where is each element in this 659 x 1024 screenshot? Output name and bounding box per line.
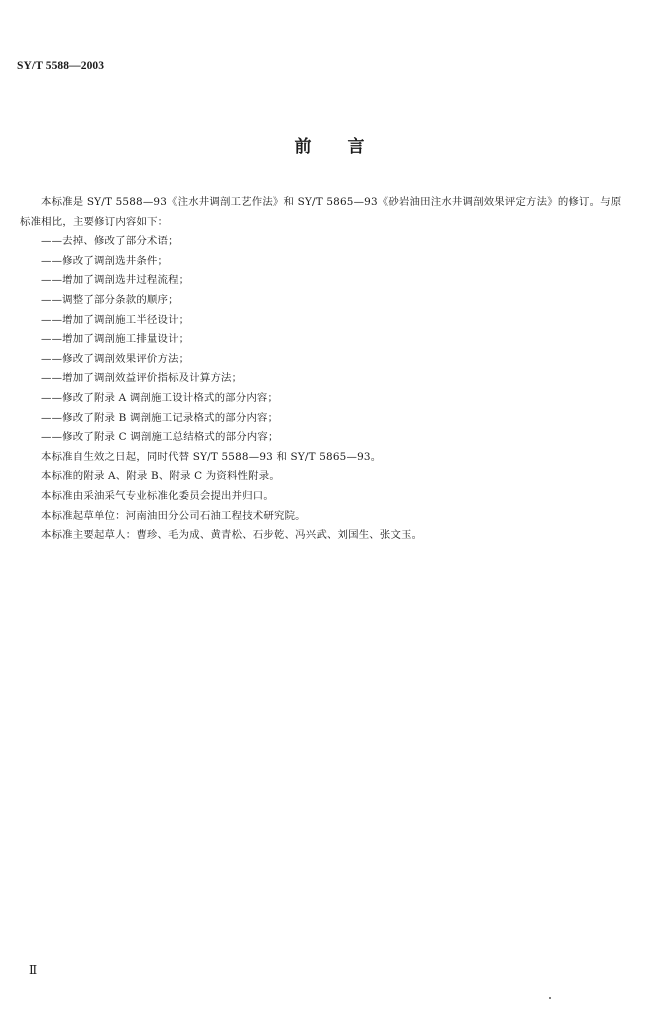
change-item: ——修改了附录 C 调剖施工总结格式的部分内容；: [41, 431, 279, 444]
page-number: Ⅱ: [29, 963, 38, 977]
change-item: ——修改了调剖选井条件；: [41, 254, 169, 267]
change-item: ——修改了调剖效果评价方法；: [41, 352, 190, 365]
scan-speck: [549, 997, 551, 999]
page-title: 前言: [294, 137, 401, 157]
change-item: ——修改了附录 B 调剖施工记录格式的部分内容；: [41, 411, 279, 424]
change-item: ——增加了调剖施工半径设计；: [41, 313, 190, 326]
change-item: ——去掉、修改了部分术语；: [41, 235, 179, 248]
closing-paragraph: 本标准主要起草人：曹珍、毛为成、黄青松、石步乾、冯兴武、刘国生、张文玉。: [41, 529, 423, 542]
change-item: ——修改了附录 A 调剖施工设计格式的部分内容；: [41, 391, 279, 404]
change-item: ——增加了调剖效益评价指标及计算方法；: [41, 372, 243, 385]
intro-paragraph: 本标准是 SY/T 5588—93《注水井调剖工艺作法》和 SY/T 5865—93《砂岩油田注水井调剖效果评定方法》的修订。与原标准相比，主要修订内容如下：: [20, 196, 622, 228]
document-body: [20, 193, 626, 546]
closing-paragraph: 本标准起草单位：河南油田分公司石油工程技术研究院。: [41, 509, 306, 522]
standard-code: SY/T 5588—2003: [17, 60, 105, 72]
change-item: ——增加了调剖选井过程流程；: [41, 274, 190, 287]
closing-paragraph: 本标准由采油采气专业标准化委员会提出并归口。: [41, 489, 274, 502]
change-item: ——调整了部分条款的顺序；: [41, 293, 179, 306]
closing-paragraph: 本标准自生效之日起，同时代替 SY/T 5588—93 和 SY/T 5865—93。: [41, 450, 382, 463]
closing-paragraph: 本标准的附录 A、附录 B、附录 C 为资料性附录。: [41, 470, 280, 483]
change-item: ——增加了调剖施工排量设计；: [41, 333, 190, 346]
